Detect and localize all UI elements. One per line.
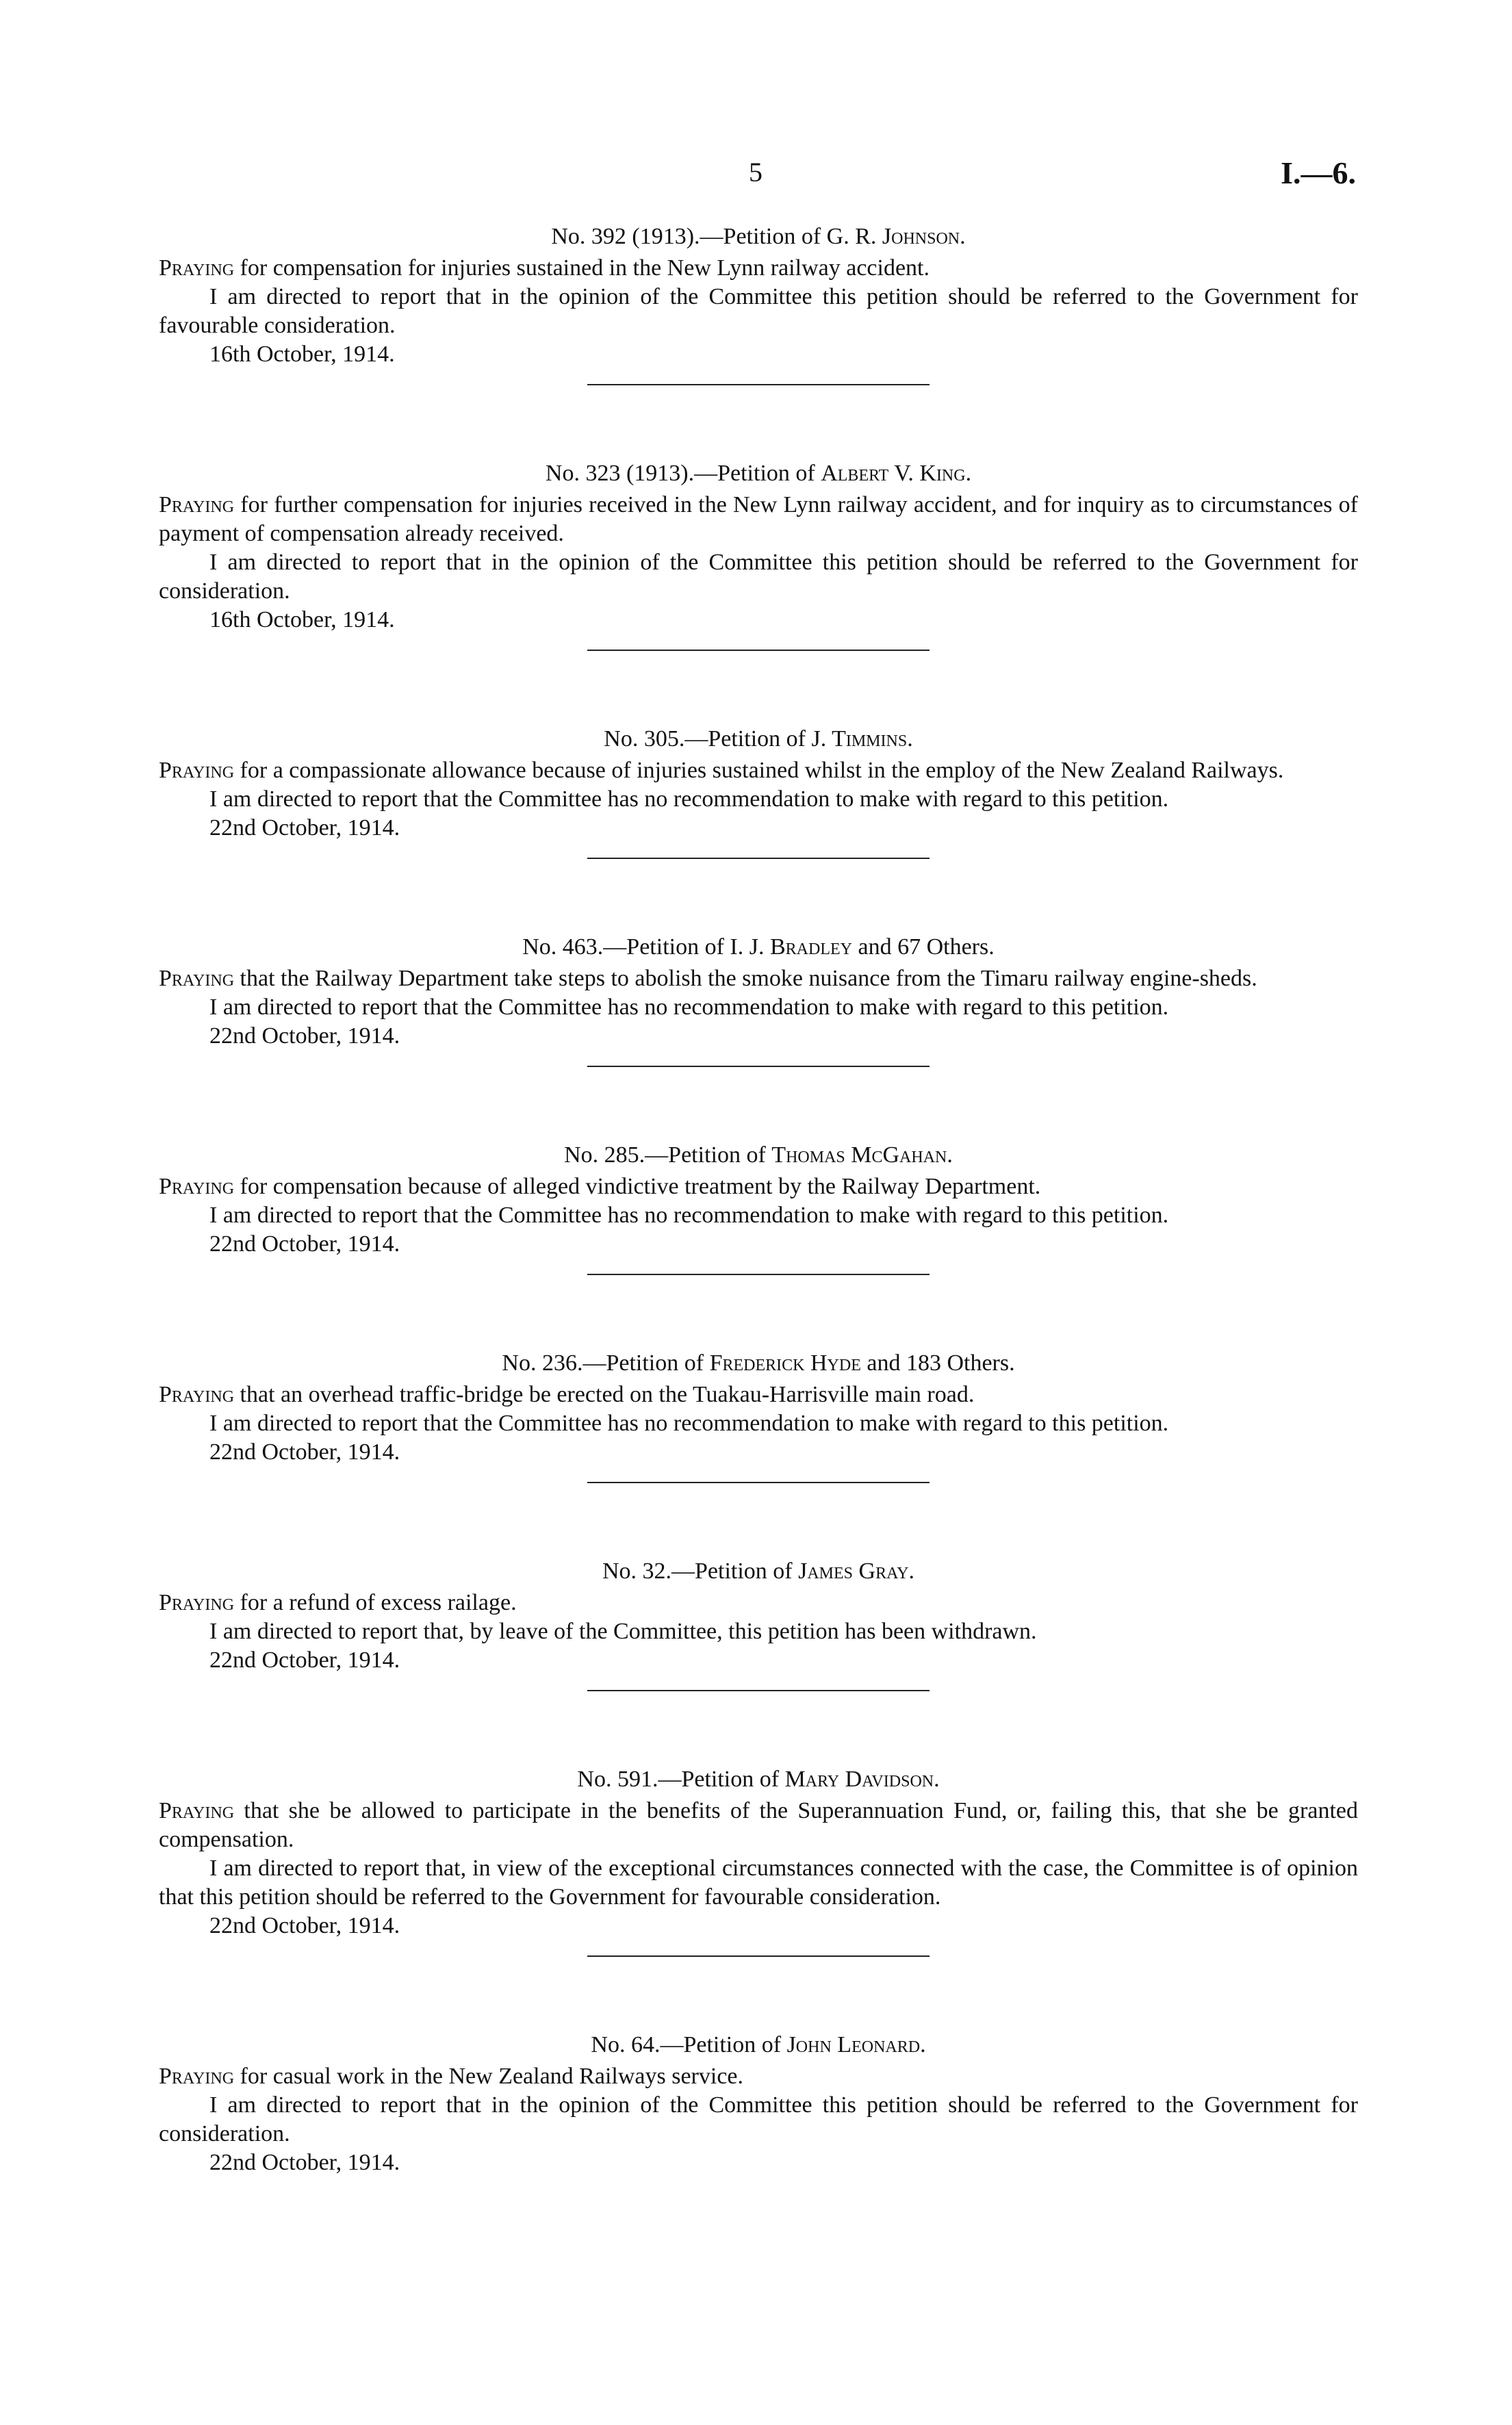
petitioner-name: John Leonard [786,2032,921,2057]
report-paragraph: I am directed to report that in the opinion of the Committee this petition should be referred to the Government for consideration. [159,550,1358,604]
heading-suffix: . [960,224,966,249]
petition-heading [159,1141,1358,1170]
petition-date: 22nd October, 1914. [209,815,400,841]
heading-prefix: No. 591.—Petition of [577,1767,785,1792]
praying-text: for compensation for injuries sustained in the New Lynn railway accident. [234,255,930,281]
petition-heading [159,2031,1358,2060]
heading-suffix: . [907,726,913,752]
petition-date: 22nd October, 1914. [209,1913,400,1938]
petition-date: 22nd October, 1914. [209,2150,400,2175]
document-reference: I.—6. [1281,155,1356,190]
praying-lead: Praying [159,758,235,783]
praying-paragraph [159,1172,1358,1201]
report-paragraph: I am directed to report that, in view of the exceptional circumstances connected with the case, the Committee is of opinion that this petition should be referred to the Government for favourable consideration. [159,1856,1358,1910]
praying-lead: Praying [159,1174,235,1199]
petition-date: 22nd October, 1914. [209,1231,400,1257]
heading-prefix: No. 285.—Petition of [564,1142,772,1168]
report-paragraph: I am directed to report that in the opinion of the Committee this petition should be referred to the Government for consideration. [159,2092,1358,2146]
praying-text: that she be allowed to participate in the benefits of the Superannuation Fund, or, failing this, that she be granted compensation. [159,1798,1358,1852]
petition-305 [159,725,1358,859]
petition-heading [159,1765,1358,1794]
heading-prefix: No. 64.—Petition of [591,2032,787,2057]
petition-323 [159,459,1358,651]
heading-prefix: No. 463.—Petition of [522,934,730,960]
praying-paragraph [159,1797,1358,1854]
praying-lead: Praying [159,1382,235,1407]
petition-date: 16th October, 1914. [209,342,395,367]
petition-heading [159,933,1358,962]
separator-rule [587,1955,930,1957]
praying-paragraph [159,2062,1358,2091]
praying-paragraph [159,491,1358,548]
petitioner-name: Frederick Hyde [709,1350,861,1376]
heading-suffix: . [908,1558,915,1584]
petition-heading [159,222,1358,251]
petition-392 [159,222,1358,385]
praying-lead: Praying [159,1798,235,1823]
praying-paragraph [159,756,1358,785]
separator-rule [587,650,930,651]
petition-591 [159,1765,1358,1957]
separator-rule [587,1690,930,1691]
petition-heading [159,1557,1358,1586]
heading-prefix: No. 32.—Petition of [602,1558,799,1584]
report-paragraph: I am directed to report that in the opinion of the Committee this petition should be referred to the Government for favourable consideration. [159,284,1358,338]
praying-text: that an overhead traffic-bridge be erected on the Tuakau-Harrisville main road. [234,1382,975,1407]
praying-text: for a refund of excess railage. [234,1590,517,1615]
petitioner-name: Albert V. King [821,461,966,486]
report-paragraph: I am directed to report that the Committee has no recommendation to make with regard to this petition. [209,1411,1169,1436]
heading-suffix: . [920,2032,926,2057]
heading-prefix: No. 323 (1913).—Petition of [545,461,821,486]
praying-text: for further compensation for injuries received in the New Lynn railway accident, and for inquiry as to circumstances of payment of compensation already received. [159,492,1358,546]
report-paragraph: I am directed to report that, by leave of the Committee, this petition has been withdrawn. [209,1619,1037,1644]
petition-463 [159,933,1358,1067]
praying-paragraph [159,1589,1358,1617]
separator-rule [587,1482,930,1483]
heading-prefix: No. 236.—Petition of [502,1350,710,1376]
praying-lead: Praying [159,2064,235,2089]
petition-list [159,222,1358,2177]
praying-text: for a compassionate allowance because of injuries sustained whilst in the employ of the New Zealand Railways. [234,758,1284,783]
heading-suffix: and 183 Others. [860,1350,1015,1376]
heading-suffix: . [965,461,972,486]
praying-lead: Praying [159,1590,235,1615]
praying-lead: Praying [159,966,235,991]
praying-paragraph [159,254,1358,283]
petition-date: 22nd October, 1914. [209,1647,400,1673]
petition-heading [159,459,1358,488]
petitioner-name: Thomas McGahan [771,1142,947,1168]
heading-prefix: No. 392 (1913).—Petition of [551,224,827,249]
separator-rule [587,1274,930,1275]
petition-285 [159,1141,1358,1275]
praying-text: that the Railway Department take steps to abolish the smoke nuisance from the Timaru railway engine-sheds. [234,966,1257,991]
praying-paragraph [159,964,1358,993]
report-paragraph: I am directed to report that the Committee has no recommendation to make with regard to this petition. [209,1203,1169,1228]
petition-heading [159,1349,1358,1378]
petition-32 [159,1557,1358,1691]
petitioner-name: James Gray [798,1558,909,1584]
heading-suffix: and 67 Others. [851,934,995,960]
praying-text: for compensation because of alleged vindictive treatment by the Railway Department. [234,1174,1041,1199]
praying-text: for casual work in the New Zealand Railways service. [234,2064,743,2089]
petition-date: 22nd October, 1914. [209,1439,400,1465]
praying-lead: Praying [159,255,235,281]
page-number: 5 [749,157,763,188]
petitioner-name: J. Timmins [811,726,908,752]
heading-suffix: . [947,1142,953,1168]
separator-rule [587,384,930,385]
separator-rule [587,1066,930,1067]
petition-64 [159,2031,1358,2177]
heading-prefix: No. 305.—Petition of [604,726,812,752]
petitioner-name: G. R. Johnson [826,224,960,249]
petition-date: 22nd October, 1914. [209,1023,400,1049]
separator-rule [587,858,930,859]
petition-date: 16th October, 1914. [209,607,395,632]
report-paragraph: I am directed to report that the Committee has no recommendation to make with regard to this petition. [209,995,1169,1020]
petition-heading [159,725,1358,754]
petitioner-name: I. J. Bradley [730,934,852,960]
petition-236 [159,1349,1358,1483]
praying-lead: Praying [159,492,235,517]
report-paragraph: I am directed to report that the Committee has no recommendation to make with regard to this petition. [209,786,1169,812]
petitioner-name: Mary Davidson [784,1767,934,1792]
heading-suffix: . [934,1767,940,1792]
praying-paragraph [159,1381,1358,1409]
